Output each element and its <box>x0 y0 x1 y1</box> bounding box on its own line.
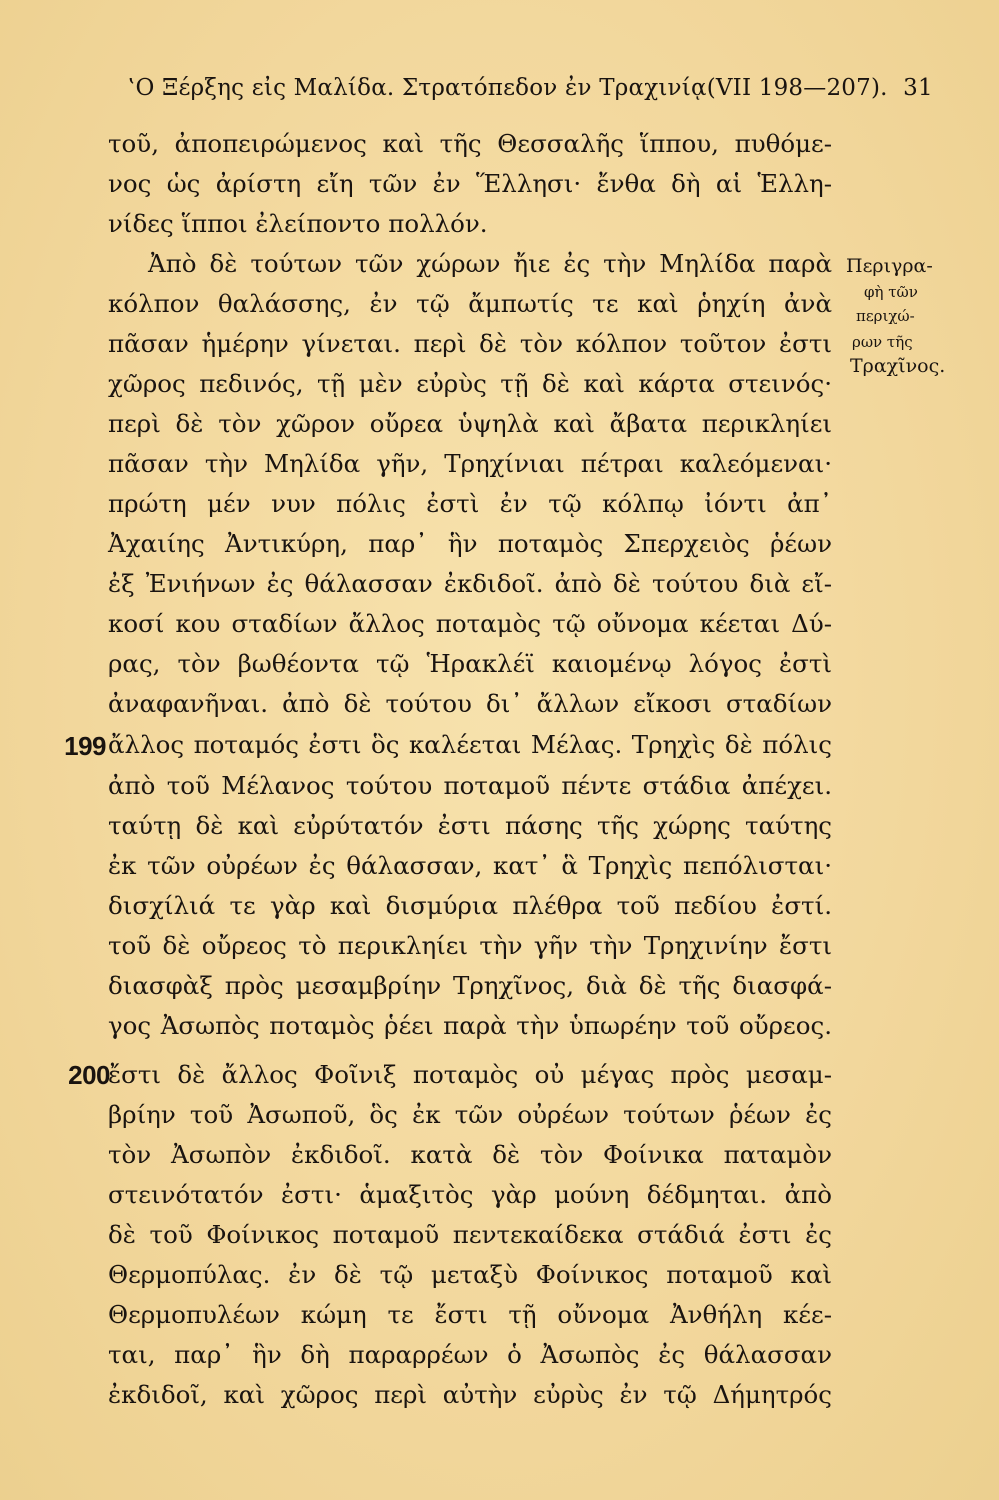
text-line: κόλπον θαλάσσης, ἐν τῷ ἄμπωτίς τε καὶ ῥηχίη ἀνὰ <box>108 289 832 318</box>
text-line: ρας, τὸν βωθέοντα τῷ Ἡρακλέϊ καιομένῳ λόγος ἐστὶ <box>108 649 832 678</box>
text-line: ἐκδιδοῖ, καὶ χῶρος περὶ αὐτὴν εὐρὺς ἐν τῷ Δήμητρός <box>108 1380 832 1409</box>
margin-note-line: περιχώ- <box>856 307 915 325</box>
text-line: τοῦ, ἀποπειρώμενος καὶ τῆς Θεσσαλῆς ἵππου, πυθόμε- <box>108 129 832 158</box>
margin-note-line: ρων τῆς <box>852 333 913 351</box>
text-line: Θερμοπύλας. ἐν δὲ τῷ μεταξὺ Φοίνικος ποταμοῦ καὶ <box>108 1260 832 1289</box>
margin-note-line: Τραχῖνος. <box>850 355 946 377</box>
text-line: πρώτη μέν νυν πόλις ἐστὶ ἐν τῷ κόλπῳ ἰόντι ἀπ᾽ <box>108 489 832 518</box>
text-line: βρίην τοῦ Ἀσωποῦ, ὃς ἐκ τῶν οὐρέων τούτων ῥέων ἐς <box>108 1100 832 1129</box>
text-line: ἄλλος ποταμός ἐστι ὃς καλέεται Μέλας. Τρηχὶς δὲ πόλις <box>108 730 832 759</box>
text-line: τὸν Ἀσωπὸν ἐκδιδοῖ. κατὰ δὲ τὸν Φοίνικα παταμὸν <box>108 1140 832 1169</box>
text-line: ἀπὸ τοῦ Μέλανος τούτου ποταμοῦ πέντε στάδια ἀπέχει. <box>108 771 832 800</box>
text-line: ἐκ τῶν οὐρέων ἐς θάλασσαν, κατ᾽ ἃ Τρηχὶς πεπόλισται· <box>108 851 832 880</box>
text-line: Ἀχαιίης Ἀντικύρη, παρ᾽ ἣν ποταμὸς Σπερχειὸς ῥέων <box>108 529 832 558</box>
text-line: ταύτῃ δὲ καὶ εὐρύτατόν ἐστι πάσης τῆς χώρης ταύτης <box>108 811 832 840</box>
text-line: ἔστι δὲ ἄλλος Φοῖνιξ ποταμὸς οὐ μέγας πρὸς μεσαμ- <box>108 1060 832 1089</box>
text-line: ἀναφανῆναι. ἀπὸ δὲ τούτου δι᾽ ἄλλων εἴκοσι σταδίων <box>108 689 832 718</box>
text-line: τοῦ δὲ οὔρεος τὸ περικληίει τὴν γῆν τὴν Τρηχινίην ἔστι <box>108 931 832 960</box>
text-line: νίδες ἵπποι ἐλείποντο πολλόν. <box>108 209 488 238</box>
text-line: νος ὡς ἀρίστη εἴη τῶν ἐν Ἕλλησι· ἔνθα δὴ αἱ Ἑλλη- <box>108 169 832 198</box>
text-line: χῶρος πεδινός, τῇ μὲν εὐρὺς τῇ δὲ καὶ κάρτα στεινός· <box>108 369 832 398</box>
text-line: ται, παρ᾽ ἣν δὴ παραρρέων ὁ Ἀσωπὸς ἐς θάλασσαν <box>108 1340 832 1369</box>
text-line: περὶ δὲ τὸν χῶρον οὔρεα ὑψηλὰ καὶ ἄβατα περικληίει <box>108 409 832 438</box>
text-line: Θερμοπυλέων κώμη τε ἔστι τῇ οὔνομα Ἀνθήλη κέε- <box>108 1300 832 1329</box>
margin-note-line: φὴ τῶν <box>864 283 918 301</box>
text-line: δὲ τοῦ Φοίνικος ποταμοῦ πεντεκαίδεκα στάδιά ἐστι ἐς <box>108 1220 832 1249</box>
text-line: πᾶσαν ἡμέρην γίνεται. περὶ δὲ τὸν κόλπον τοῦτον ἐστι <box>108 329 832 358</box>
text-line: δισχίλιά τε γὰρ καὶ δισμύρια πλέθρα τοῦ πεδίου ἐστί. <box>108 891 832 920</box>
text-line: διασφὰξ πρὸς μεσαμβρίην Τρηχῖνος, διὰ δὲ τῆς διασφά- <box>108 971 832 1000</box>
text-line: Ἀπὸ δὲ τούτων τῶν χώρων ἤιε ἐς τὴν Μηλίδα παρὰ <box>148 249 832 278</box>
text-line: κοσί κου σταδίων ἄλλος ποταμὸς τῷ οὔνομα κέεται Δύ- <box>108 609 832 638</box>
page-number: 31 <box>903 75 933 101</box>
text-line: γος Ἀσωπὸς ποταμὸς ῥέει παρὰ τὴν ὑπωρέην τοῦ οὔρεος. <box>108 1011 832 1040</box>
section-number: 200 <box>68 1060 110 1090</box>
text-line: ἐξ Ἐνιήνων ἐς θάλασσαν ἐκδιδοῖ. ἀπὸ δὲ τούτου διὰ εἴ- <box>108 569 832 598</box>
text-line: πᾶσαν τὴν Μηλίδα γῆν, Τρηχίνιαι πέτραι καλεόμεναι· <box>108 449 832 478</box>
text-line: στεινότατόν ἐστι· ἁμαξιτὸς γὰρ μούνη δέδμηται. ἀπὸ <box>108 1180 832 1209</box>
running-title: ‛Ο Ξέρξης εἰς Μαλίδα. Στρατόπεδον ἐν Τραχινίᾳ(VII 198—207). <box>128 75 888 101</box>
running-header <box>128 68 933 108</box>
section-number: 199 <box>64 731 106 761</box>
margin-note-line: Περιγρα- <box>846 255 933 277</box>
